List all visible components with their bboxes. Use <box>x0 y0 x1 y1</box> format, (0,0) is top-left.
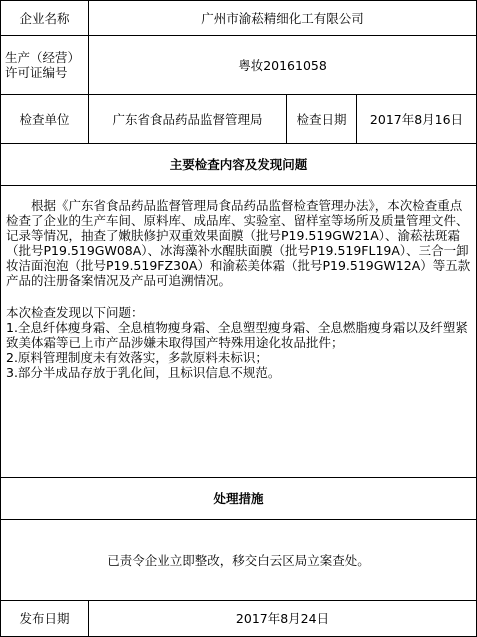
publish-row <box>1 601 477 637</box>
measures-heading: 处理措施 <box>1 478 477 520</box>
findings-item-1: 1.全息纤体瘦身霜、全息植物瘦身霜、全息塑型瘦身霜、全息燃脂瘦身霜以及纤塑紧致美体霜等已上市产品涉嫌未取得国产特殊用途化妆品批件； <box>6 319 468 350</box>
license-number: 粤妆20161058 <box>89 36 477 95</box>
findings-heading-row <box>1 144 477 186</box>
findings-heading: 主要检查内容及发现问题 <box>1 144 477 186</box>
company-label: 企业名称 <box>1 1 89 36</box>
company-name: 广州市渝菘精细化工有限公司 <box>89 1 477 36</box>
license-label-line1: 生产（经营） <box>5 50 81 65</box>
company-row <box>1 1 477 36</box>
inspection-row <box>1 95 477 144</box>
measures-text: 已责令企业立即整改，移交白云区局立案查处。 <box>1 520 477 601</box>
inspection-date-value: 2017年8月16日 <box>357 95 477 144</box>
license-label <box>1 36 89 95</box>
publish-date: 2017年8月24日 <box>89 601 477 637</box>
findings-intro: 根据《广东省食品药品监督管理局食品药品监督检查管理办法》，本次检查重点检查了企业的生产车间、原料库、成品库、实验室、留样室等场所及质量管理文件、记录等情况，抽查了嫩肤修护双重效果面膜（批号P19.519GW21A）、渝菘祛斑霜（批号P19.519GW08A）、冰海藻补水醒肤面膜（批号P19.519FL19A）、三合一卸妆洁面泡泡（批号P19.519FZ30A）和渝菘美体霜（批号P19.519GW12A）等五款产品的注册备案情况及产品可追溯情况。 <box>6 198 471 288</box>
inspection-date-label: 检查日期 <box>287 95 357 144</box>
findings-item-2: 2.原料管理制度未有效落实，多款原料未标识； <box>6 349 268 365</box>
inspection-unit-label: 检查单位 <box>1 95 89 144</box>
license-row <box>1 36 477 95</box>
findings-lead: 本次检查发现以下问题： <box>6 304 144 320</box>
findings-body <box>1 186 477 478</box>
findings-spacer <box>6 288 472 305</box>
measures-heading-row <box>1 478 477 520</box>
publish-label: 发布日期 <box>1 601 89 637</box>
inspection-unit-value: 广东省食品药品监督管理局 <box>89 95 287 144</box>
license-label-line2: 许可证编号 <box>5 65 68 80</box>
findings-body-row <box>1 186 477 478</box>
measures-body-row <box>1 520 477 601</box>
findings-item-3: 3.部分半成品存放于乳化间，且标识信息不规范。 <box>6 364 281 380</box>
